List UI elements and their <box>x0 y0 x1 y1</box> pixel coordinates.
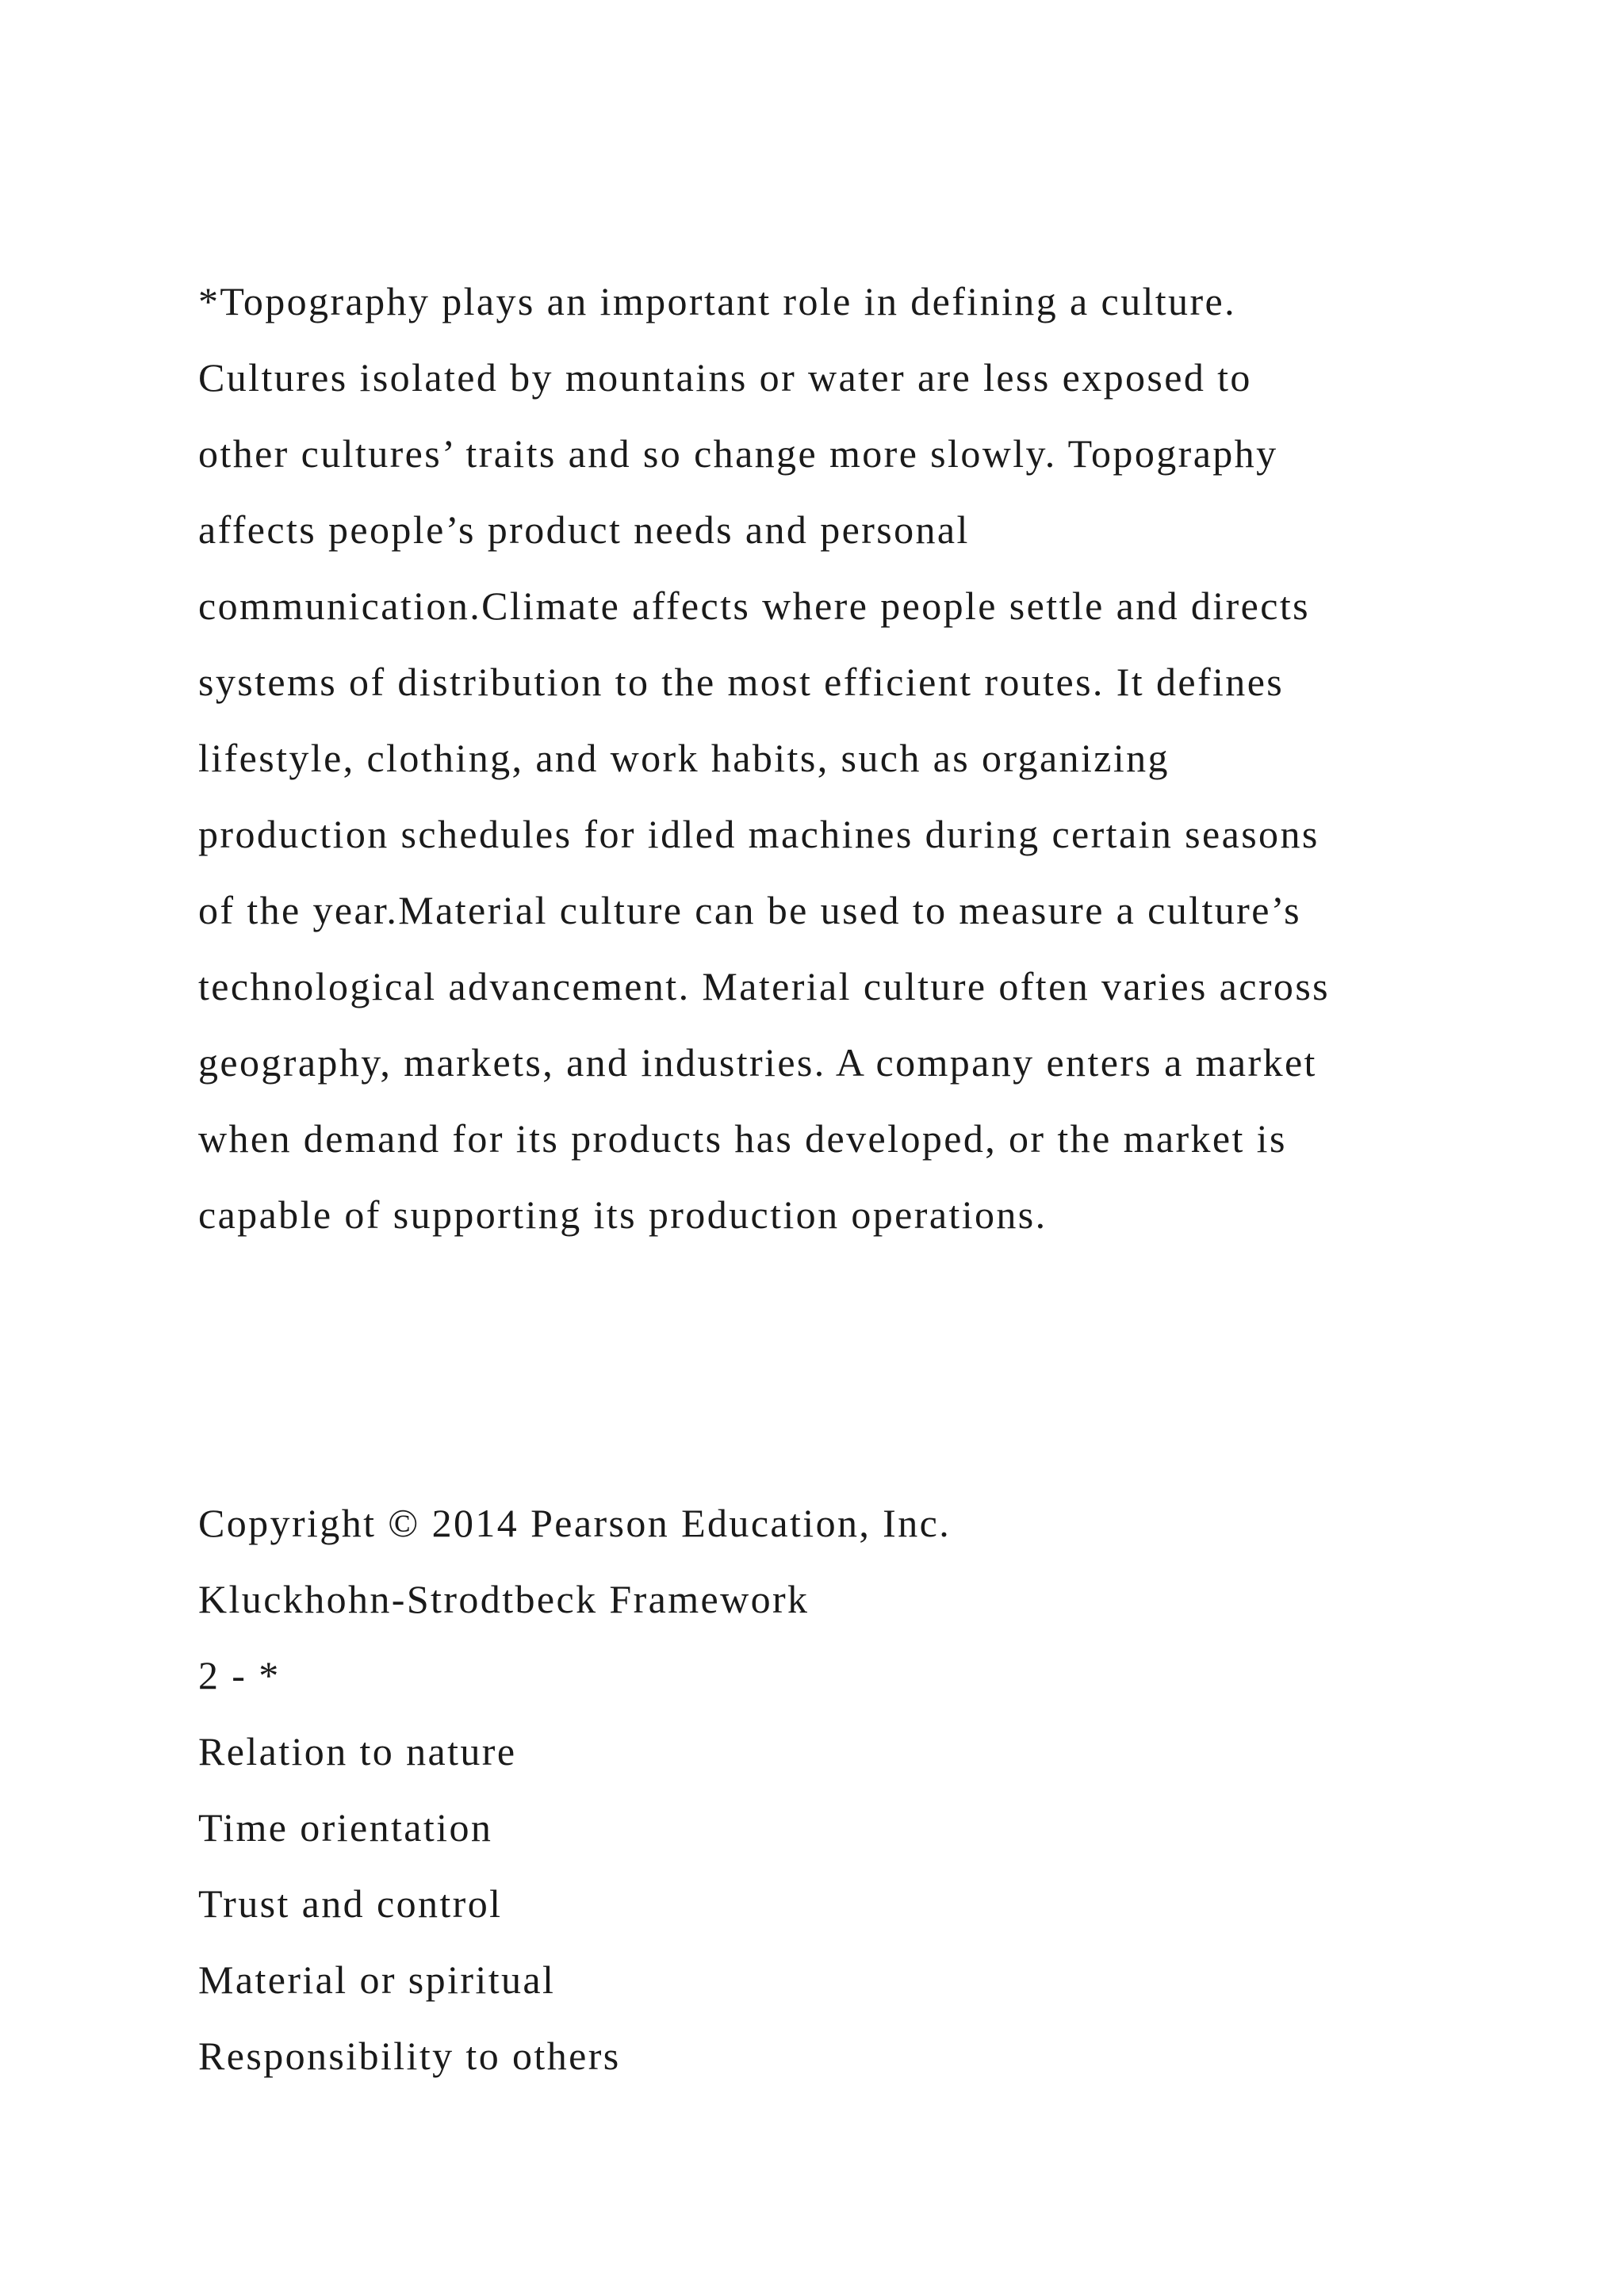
slide-section <box>198 1485 1546 2094</box>
paragraph-line: systems of distribution to the most efficient routes. It defines <box>198 660 1285 704</box>
list-item: Time orientation <box>198 1805 493 1850</box>
copyright-notice: Copyright © 2014 Pearson Education, Inc. <box>198 1501 952 1545</box>
paragraph-line: *Topography plays an important role in defining a culture. <box>198 279 1236 323</box>
list-item: Relation to nature <box>198 1729 517 1774</box>
paragraph-line: technological advancement. Material culture often varies across <box>198 964 1331 1008</box>
paragraph-line: production schedules for idled machines during certain seasons <box>198 812 1320 856</box>
paragraph-line: affects people’s product needs and personal <box>198 507 970 552</box>
paragraph-line: of the year.Material culture can be used to measure a culture’s <box>198 888 1301 932</box>
paragraph-line: capable of supporting its production operations. <box>198 1192 1048 1237</box>
body-paragraph <box>198 263 1546 1253</box>
paragraph-line: when demand for its products has developed, or the market is <box>198 1116 1287 1161</box>
paragraph-line: geography, markets, and industries. A company enters a market <box>198 1040 1317 1085</box>
page-number: 2 - * <box>198 1653 281 1697</box>
paragraph-line: Cultures isolated by mountains or water are less exposed to <box>198 355 1252 400</box>
list-item: Material or spiritual <box>198 1957 556 2002</box>
paragraph-line: communication.Climate affects where people settle and directs <box>198 584 1310 628</box>
slide-title: Kluckhohn-Strodtbeck Framework <box>198 1577 810 1621</box>
paragraph-line: other cultures’ traits and so change more slowly. Topography <box>198 431 1278 476</box>
list-item: Responsibility to others <box>198 2034 621 2078</box>
paragraph-line: lifestyle, clothing, and work habits, such as organizing <box>198 736 1170 780</box>
list-item: Trust and control <box>198 1881 503 1926</box>
